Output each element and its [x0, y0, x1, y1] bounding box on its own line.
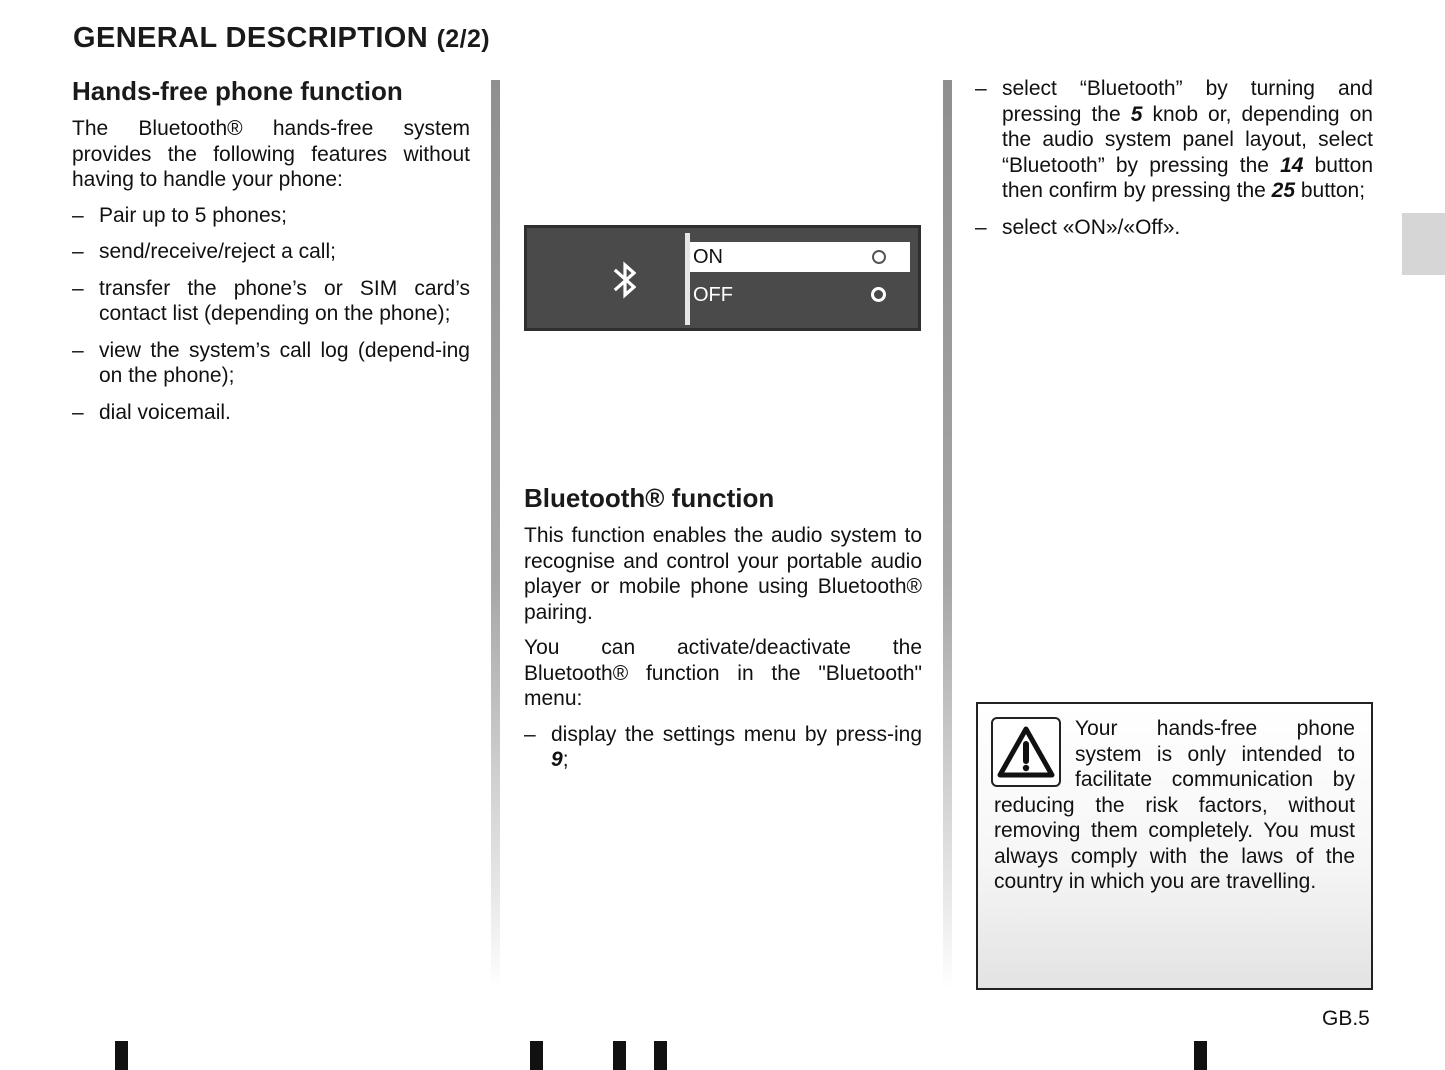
list-item: – Pair up to 5 phones;	[72, 203, 470, 229]
title-text: GENERAL DESCRIPTION	[73, 22, 429, 54]
page-title	[73, 22, 490, 55]
option-on-label: ON	[693, 246, 723, 268]
column-separator-left	[491, 80, 500, 990]
bluetooth-section	[524, 483, 922, 784]
crop-mark	[613, 1041, 626, 1070]
button-number: 25	[1271, 179, 1295, 202]
bluetooth-screen-illustration	[524, 225, 921, 331]
hands-free-section	[72, 76, 470, 436]
list-item: – send/receive/reject a call;	[72, 239, 470, 265]
step-text: select “Bluetooth” by turning and pressing the	[1002, 77, 1373, 126]
bluetooth-steps-list	[524, 722, 922, 773]
crop-mark	[530, 1041, 543, 1070]
crop-mark	[654, 1041, 667, 1070]
list-item	[524, 722, 922, 773]
step-text: button;	[1295, 179, 1366, 202]
step-text: button then confirm by pressing the	[1002, 153, 1373, 202]
bluetooth-paragraph-1: This function enables the audio system to recognise and control your portable audio player or mobile phone using Bluetooth® pairing.	[524, 524, 922, 624]
crop-mark	[115, 1041, 128, 1070]
steps-list-continued	[975, 76, 1373, 240]
radio-icon	[871, 287, 886, 302]
warning-box	[976, 702, 1373, 990]
option-off	[690, 280, 910, 310]
warning-text: Your hands-free phone system is only intended to facilitate communication by reducing the risk factors, without removing them completely. You must always comply with the laws of the country in which you are travelling.	[994, 717, 1355, 893]
list-item	[975, 76, 1373, 204]
step-text: knob or, depending on the audio system panel layout, select “Bluetooth” by pressing the	[1002, 102, 1373, 177]
crop-mark	[1194, 1041, 1207, 1070]
option-on	[690, 242, 910, 272]
hands-free-intro: The Bluetooth® hands-free system provides the following features without having to handle your phone:	[72, 117, 470, 191]
column-separator-right	[943, 80, 952, 990]
step-text: display the settings menu by press-ing	[551, 722, 922, 746]
hands-free-heading: Hands-free phone function	[72, 76, 403, 106]
option-off-label: OFF	[693, 284, 733, 306]
step-number: 9	[551, 748, 563, 771]
list-item: – view the system’s call log (depend-ing on the phone);	[72, 338, 470, 389]
list-item: – transfer the phone’s or SIM card’s contact list (depending on the phone);	[72, 276, 470, 327]
warning-triangle-icon	[991, 717, 1061, 787]
bluetooth-paragraph-2: You can activate/deactivate the Bluetooth® function in the "Bluetooth" menu:	[524, 636, 922, 710]
button-number: 14	[1280, 153, 1304, 177]
list-item: – dial voicemail.	[72, 400, 470, 426]
features-list	[72, 203, 470, 426]
step-text-end: ;	[562, 748, 569, 771]
bluetooth-icon	[607, 261, 643, 299]
section-tab	[1402, 213, 1445, 275]
page-number: GB.5	[1322, 1007, 1370, 1030]
bluetooth-steps-continued	[975, 76, 1373, 251]
radio-icon	[872, 250, 886, 264]
bluetooth-heading: Bluetooth® function	[524, 483, 775, 513]
knob-number: 5	[1130, 102, 1143, 126]
list-item: – select «ON»/«Off».	[975, 215, 1373, 241]
title-page-indicator: (2/2)	[436, 25, 490, 53]
